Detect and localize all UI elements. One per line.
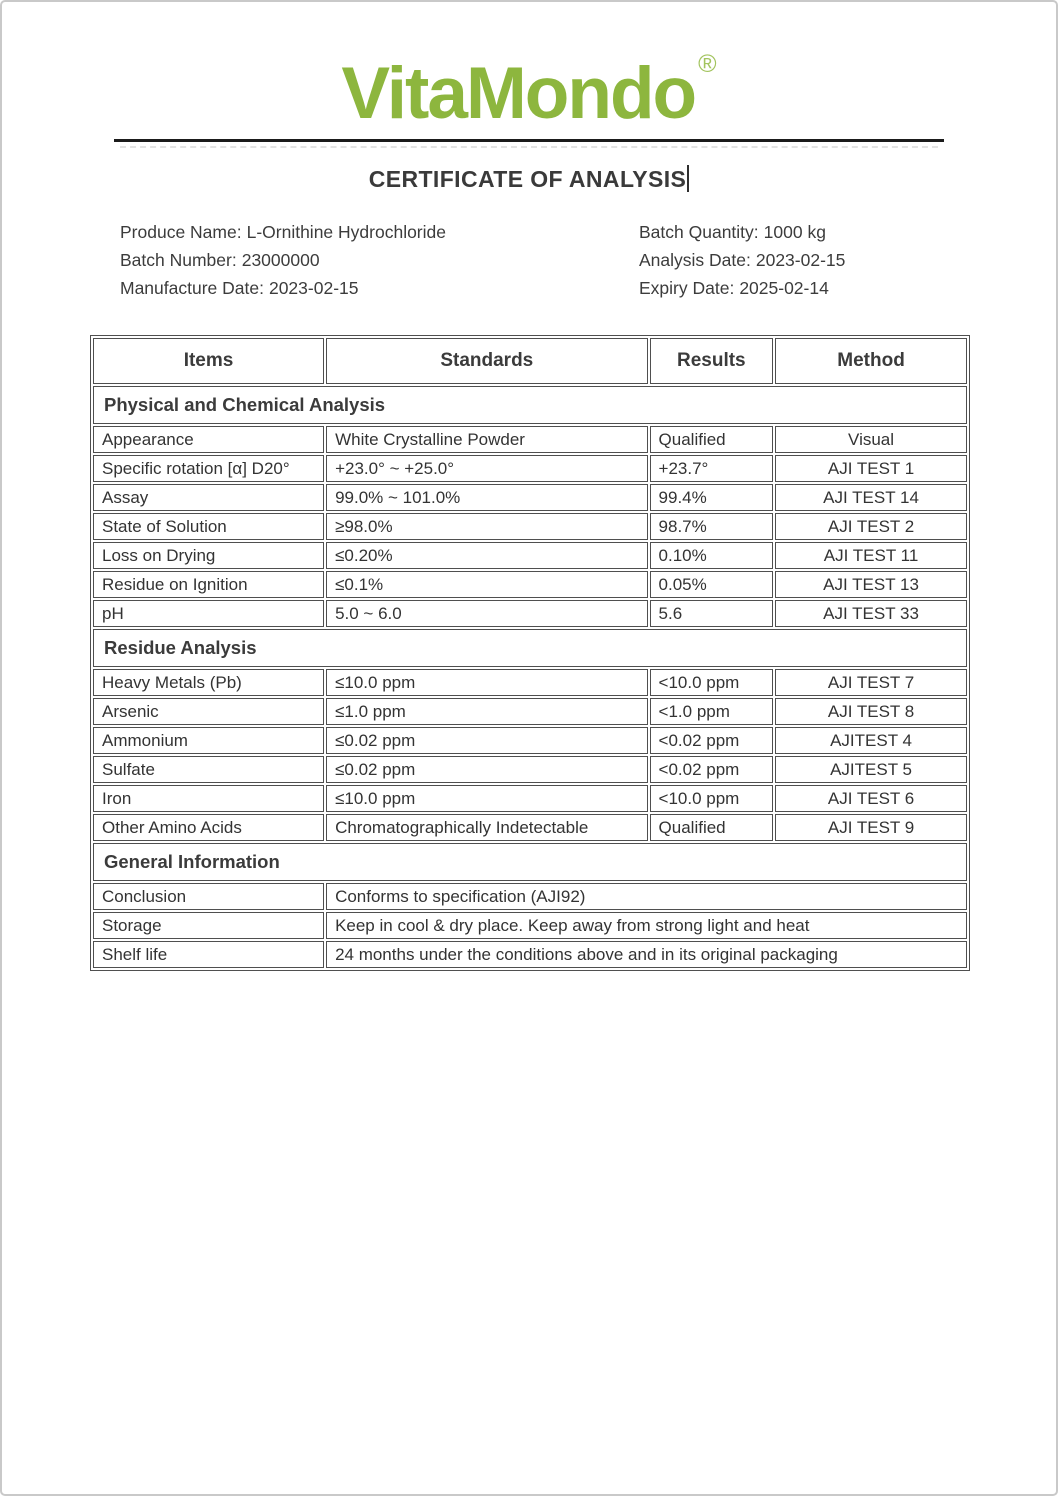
value-cell: Conforms to specification (AJI92) bbox=[326, 883, 967, 910]
table-row bbox=[93, 883, 967, 910]
standard-cell: ≤0.02 ppm bbox=[326, 727, 647, 754]
section-title-general-information: General Information bbox=[93, 843, 967, 881]
table-row bbox=[93, 571, 967, 598]
standard-cell: Chromatographically Indetectable bbox=[326, 814, 647, 841]
table-row bbox=[93, 814, 967, 841]
result-cell: 0.05% bbox=[650, 571, 774, 598]
table-row bbox=[93, 600, 967, 627]
item-cell: Arsenic bbox=[93, 698, 324, 725]
section-header-row bbox=[93, 843, 967, 881]
method-cell: AJI TEST 8 bbox=[775, 698, 967, 725]
brand-logo-text: VitaMondo bbox=[341, 53, 696, 134]
standard-cell: ≤1.0 ppm bbox=[326, 698, 647, 725]
result-cell: Qualified bbox=[650, 814, 774, 841]
method-cell: AJI TEST 13 bbox=[775, 571, 967, 598]
method-cell: AJITEST 4 bbox=[775, 727, 967, 754]
method-cell: AJI TEST 14 bbox=[775, 484, 967, 511]
batch-info-left bbox=[120, 218, 639, 302]
item-cell: Conclusion bbox=[93, 883, 324, 910]
item-cell: Residue on Ignition bbox=[93, 571, 324, 598]
result-cell: <0.02 ppm bbox=[650, 756, 774, 783]
section-title-physical-chemical: Physical and Chemical Analysis bbox=[93, 386, 967, 424]
info-produce-name: Produce Name: L-Ornithine Hydrochloride bbox=[120, 222, 446, 242]
method-cell: AJITEST 5 bbox=[775, 756, 967, 783]
standard-cell: 99.0% ~ 101.0% bbox=[326, 484, 647, 511]
result-cell: <1.0 ppm bbox=[650, 698, 774, 725]
method-cell: AJI TEST 33 bbox=[775, 600, 967, 627]
method-cell: AJI TEST 7 bbox=[775, 669, 967, 696]
value-cell: 24 months under the conditions above and in its original packaging bbox=[326, 941, 967, 968]
column-header-results: Results bbox=[650, 338, 774, 384]
item-cell: Iron bbox=[93, 785, 324, 812]
column-header-items: Items bbox=[93, 338, 324, 384]
result-cell: <10.0 ppm bbox=[650, 669, 774, 696]
item-cell: Other Amino Acids bbox=[93, 814, 324, 841]
standard-cell: 5.0 ~ 6.0 bbox=[326, 600, 647, 627]
method-cell: AJI TEST 2 bbox=[775, 513, 967, 540]
batch-info bbox=[2, 218, 1056, 302]
standard-cell: ≥98.0% bbox=[326, 513, 647, 540]
item-cell: Assay bbox=[93, 484, 324, 511]
item-cell: Ammonium bbox=[93, 727, 324, 754]
method-cell: AJI TEST 11 bbox=[775, 542, 967, 569]
result-cell: 5.6 bbox=[650, 600, 774, 627]
table-row bbox=[93, 727, 967, 754]
standard-cell: ≤0.02 ppm bbox=[326, 756, 647, 783]
item-cell: Loss on Drying bbox=[93, 542, 324, 569]
result-cell: 0.10% bbox=[650, 542, 774, 569]
method-cell: Visual bbox=[775, 426, 967, 453]
registered-trademark-icon: ® bbox=[698, 50, 717, 78]
standard-cell: White Crystalline Powder bbox=[326, 426, 647, 453]
table-row bbox=[93, 698, 967, 725]
section-title-residue-analysis: Residue Analysis bbox=[93, 629, 967, 667]
table-row bbox=[93, 941, 967, 968]
table-row bbox=[93, 669, 967, 696]
table-row bbox=[93, 785, 967, 812]
info-batch-number: Batch Number: 23000000 bbox=[120, 250, 320, 270]
item-cell: Heavy Metals (Pb) bbox=[93, 669, 324, 696]
method-cell: AJI TEST 6 bbox=[775, 785, 967, 812]
document-title-row[interactable] bbox=[2, 163, 1056, 195]
table-row bbox=[93, 756, 967, 783]
column-header-method: Method bbox=[775, 338, 967, 384]
result-cell: <10.0 ppm bbox=[650, 785, 774, 812]
table-row bbox=[93, 426, 967, 453]
brand-logo bbox=[2, 50, 1056, 134]
table-row bbox=[93, 912, 967, 939]
item-cell: Appearance bbox=[93, 426, 324, 453]
table-header-row bbox=[93, 338, 967, 384]
column-header-standards: Standards bbox=[326, 338, 647, 384]
standard-cell: +23.0° ~ +25.0° bbox=[326, 455, 647, 482]
info-expiry-date: Expiry Date: 2025-02-14 bbox=[639, 278, 829, 298]
info-analysis-date: Analysis Date: 2023-02-15 bbox=[639, 250, 846, 270]
result-cell: 99.4% bbox=[650, 484, 774, 511]
table-row bbox=[93, 455, 967, 482]
header-divider-faint bbox=[120, 146, 938, 148]
standard-cell: ≤10.0 ppm bbox=[326, 669, 647, 696]
value-cell: Keep in cool & dry place. Keep away from strong light and heat bbox=[326, 912, 967, 939]
batch-info-right bbox=[639, 218, 845, 302]
item-cell: Storage bbox=[93, 912, 324, 939]
table-row bbox=[93, 513, 967, 540]
item-cell: Specific rotation [α] D20° bbox=[93, 455, 324, 482]
info-manufacture-date: Manufacture Date: 2023-02-15 bbox=[120, 278, 359, 298]
result-cell: <0.02 ppm bbox=[650, 727, 774, 754]
method-cell: AJI TEST 1 bbox=[775, 455, 967, 482]
info-batch-quantity: Batch Quantity: 1000 kg bbox=[639, 222, 826, 242]
table-row bbox=[93, 484, 967, 511]
item-cell: Shelf life bbox=[93, 941, 324, 968]
result-cell: 98.7% bbox=[650, 513, 774, 540]
method-cell: AJI TEST 9 bbox=[775, 814, 967, 841]
result-cell: +23.7° bbox=[650, 455, 774, 482]
result-cell: Qualified bbox=[650, 426, 774, 453]
standard-cell: ≤0.20% bbox=[326, 542, 647, 569]
item-cell: Sulfate bbox=[93, 756, 324, 783]
analysis-table bbox=[90, 335, 970, 971]
standard-cell: ≤10.0 ppm bbox=[326, 785, 647, 812]
section-header-row bbox=[93, 386, 967, 424]
standard-cell: ≤0.1% bbox=[326, 571, 647, 598]
header-divider bbox=[114, 139, 944, 142]
table-row bbox=[93, 542, 967, 569]
section-header-row bbox=[93, 629, 967, 667]
text-caret bbox=[687, 165, 689, 192]
document-title[interactable]: CERTIFICATE OF ANALYSIS bbox=[368, 166, 687, 192]
item-cell: State of Solution bbox=[93, 513, 324, 540]
item-cell: pH bbox=[93, 600, 324, 627]
